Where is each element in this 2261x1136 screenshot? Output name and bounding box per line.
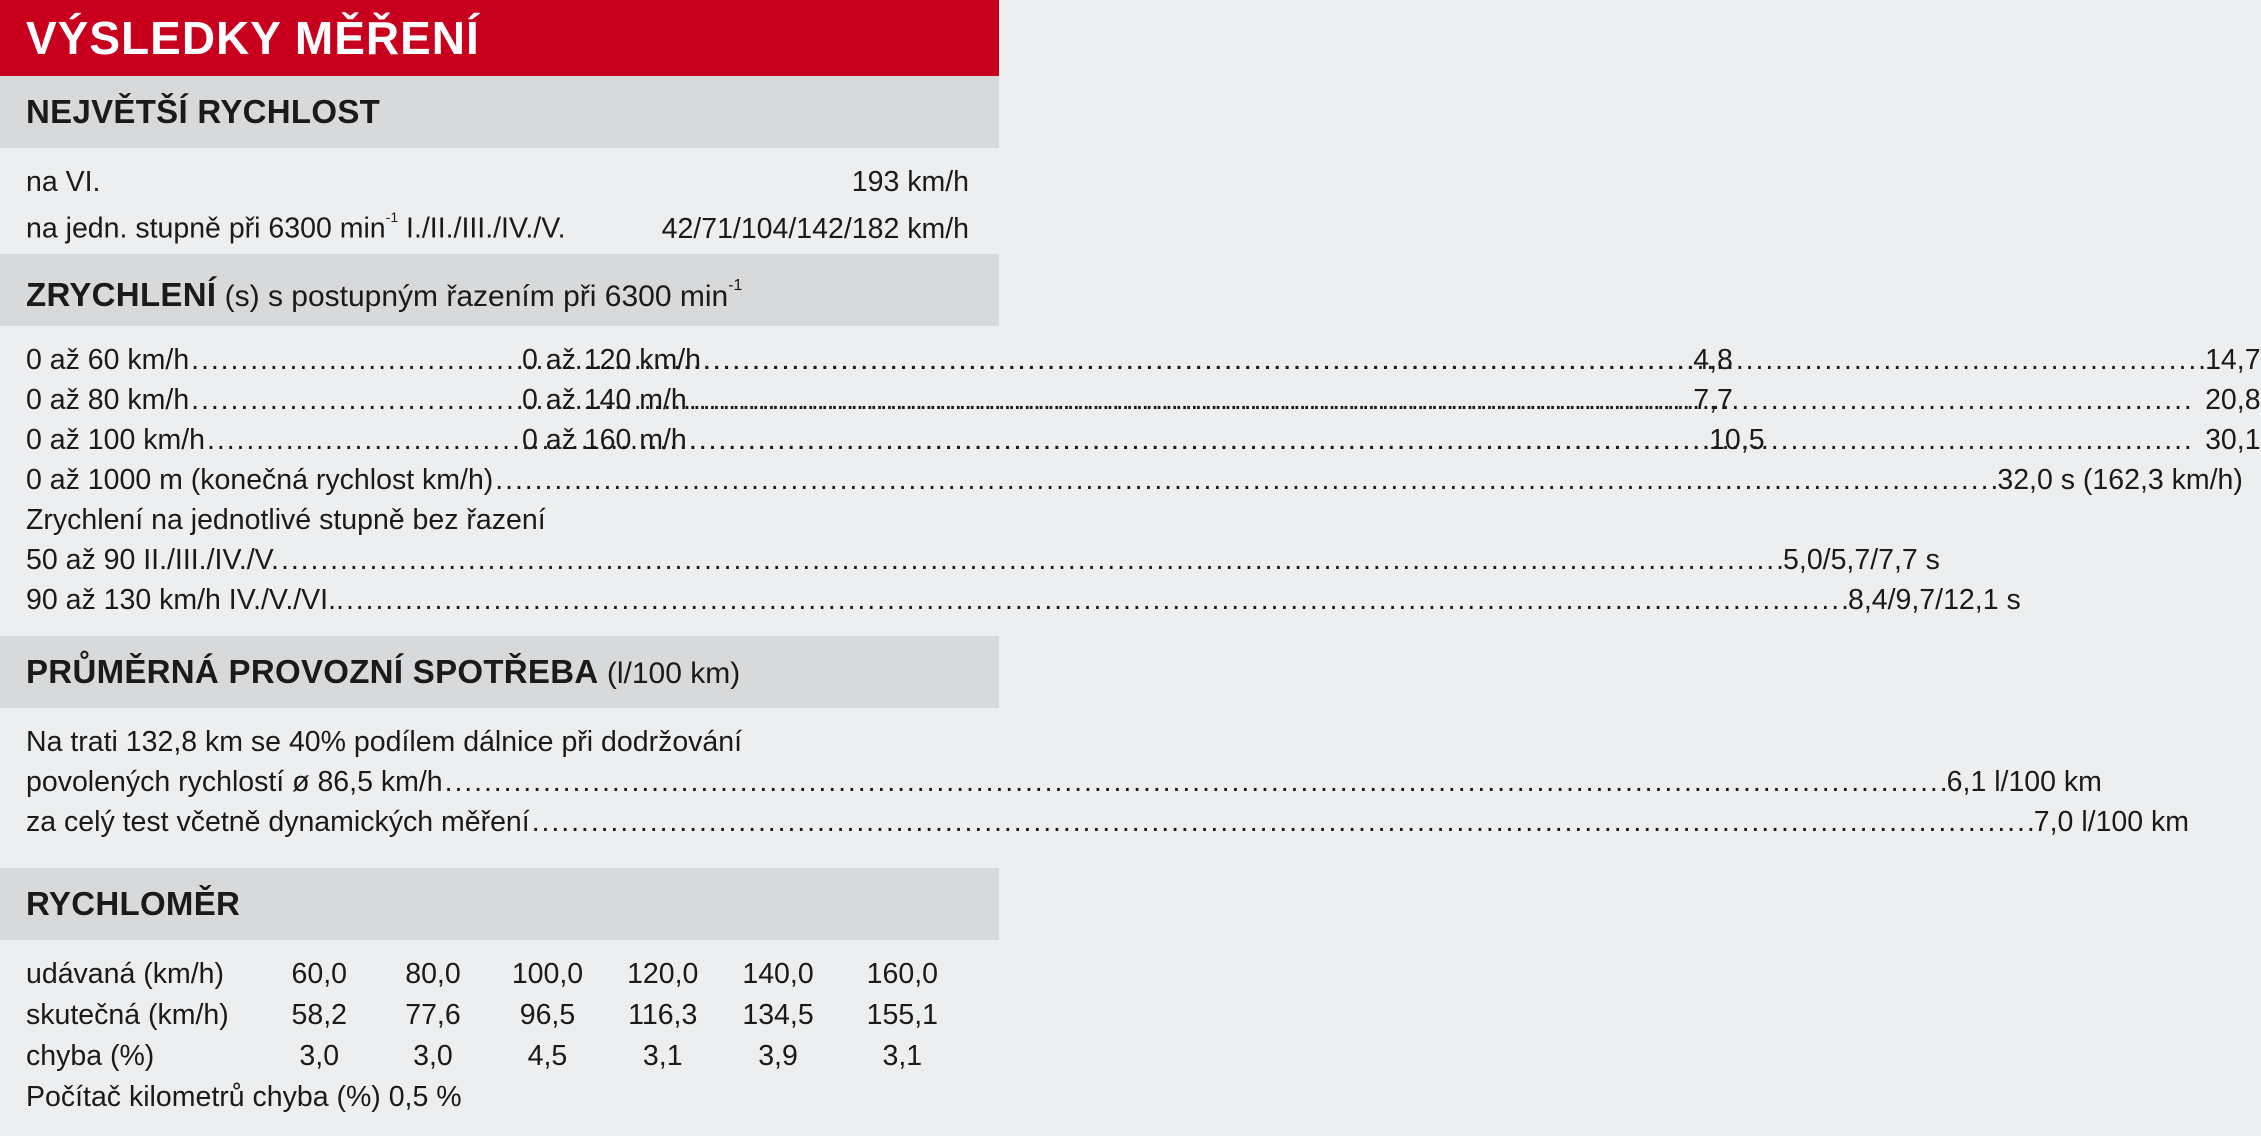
section-heading-consumption: PRŮMĚRNÁ PROVOZNÍ SPOTŘEBA (l/100 km): [0, 636, 999, 708]
section-heading-top-speed: [0, 76, 999, 148]
odometer-error: Počítač kilometrů chyba (%) 0,5 %: [26, 1081, 462, 1113]
acceleration-body: [0, 326, 2261, 636]
consumption-body: [0, 708, 2190, 868]
acceleration-row: 0 až 100 km/h . . . 10,5: [26, 420, 476, 460]
page-title: VÝSLEDKY MĚŘENÍ: [0, 0, 999, 76]
gear-acceleration-row: 50 až 90 II./III./IV./V. . . . 5,0/5,7/7,7 s: [26, 540, 969, 580]
acceleration-1000m-row: 0 až 1000 m (konečná rychlost km/h) . . . 32,0 s (162,3 km/h): [26, 460, 969, 500]
speedometer-body: [0, 940, 999, 1117]
consumption-heading: PRŮMĚRNÁ PROVOZNÍ SPOTŘEBA: [26, 653, 599, 690]
speedometer-table: [26, 954, 969, 1077]
section-heading-speedometer: [0, 868, 999, 940]
gear-acceleration-note: Zrychlení na jednotlivé stupně bez řazení: [26, 504, 546, 536]
table-row: udávaná (km/h) 60,0 80,0 100,0 120,0 140,0 160,0: [26, 958, 938, 990]
top-speed-row: na VI. 193 km/h: [26, 166, 969, 198]
table-row: chyba (%) 3,0 3,0 4,5 3,1 3,9 3,1: [26, 1040, 923, 1072]
acceleration-row: 0 až 80 km/h . . . 7,7: [26, 380, 476, 420]
consumption-note: Na trati 132,8 km se 40% podílem dálnice při dodržování: [26, 726, 743, 758]
consumption-row: za celý test včetně dynamických měření . . . 7,0 l/100 km: [26, 802, 969, 842]
acceleration-row: 0 až 60 km/h . . . 4,8: [26, 340, 476, 380]
acceleration-grid: [26, 340, 2261, 460]
acceleration-row: 0 až 120 km/h . . . 14,7: [522, 340, 2261, 380]
acceleration-row: 0 až 140 m/h . . . 20,8: [522, 380, 2261, 420]
top-speed-heading: NEJVĚTŠÍ RYCHLOST: [26, 93, 381, 130]
consumption-row: povolených rychlostí ø 86,5 km/h . . . 6,1 l/100 km: [26, 762, 969, 802]
top-speed-body: [0, 148, 999, 254]
acceleration-row: 0 až 160 m/h . . . 30,1: [522, 420, 2261, 460]
speedometer-heading: RYCHLOMĚR: [26, 885, 241, 922]
section-heading-acceleration: ZRYCHLENÍ (s) s postupným řazením při 6300 $\min^{-1}$: [0, 254, 999, 326]
gear-speed-row: na jedn. stupně při 6300 $\min^{-1} I./II./III./IV./V$. 42/71/104/142/182 km/h: [26, 209, 969, 245]
acceleration-right-column: [522, 340, 2261, 460]
acceleration-heading: ZRYCHLENÍ: [26, 276, 217, 313]
gear-acceleration-row: 90 až 130 km/h IV./V./VI.. . . . 8,4/9,7/12,1 s: [26, 580, 969, 620]
table-row: skutečná (km/h) 58,2 77,6 96,5 116,3 134,5 155,1: [26, 999, 938, 1031]
